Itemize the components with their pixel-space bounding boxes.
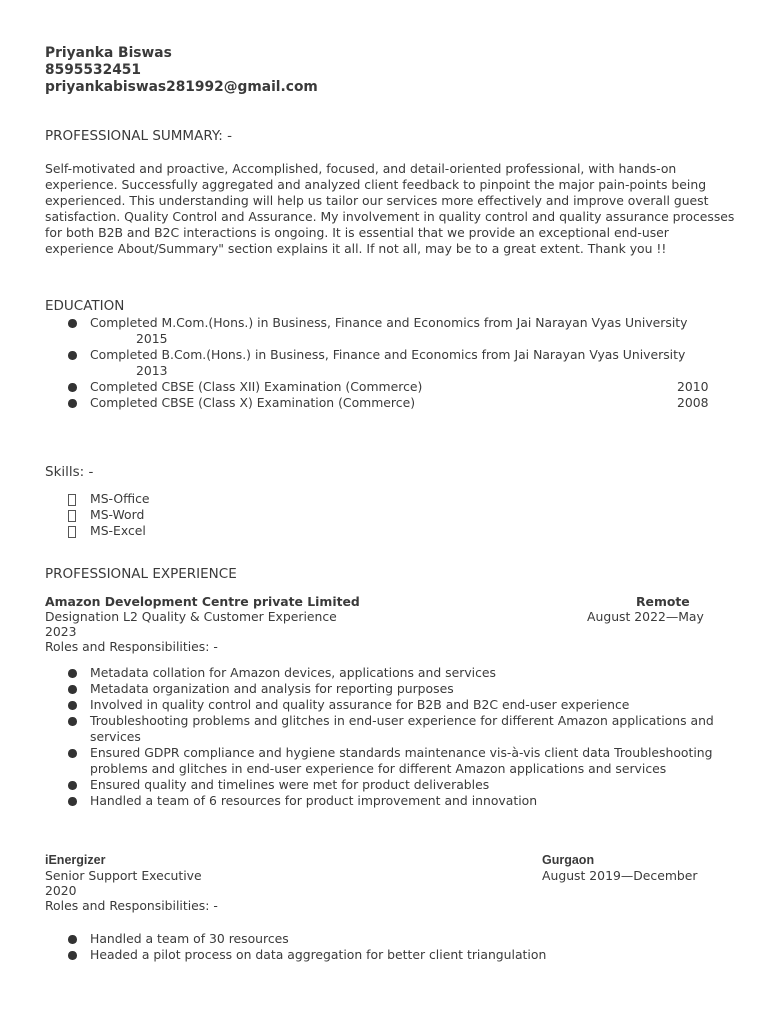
job-designation: Senior Support Executive (45, 868, 202, 883)
summary-heading: PROFESSIONAL SUMMARY: - (45, 128, 232, 144)
duty-item: Metadata collation for Amazon devices, applications and services (45, 665, 755, 681)
education-item: Completed M.Com.(Hons.) in Business, Finance and Economics from Jai Narayan Vyas University 2015 (45, 315, 755, 347)
education-heading: EDUCATION (45, 298, 125, 314)
duty-item: Ensured GDPR compliance and hygiene standards maintenance vis-à-vis client data Troubleshooting problems and glitches in end-user experience for different Amazon applications and services (45, 745, 755, 777)
job-dates: August 2022—May (587, 609, 704, 624)
duty-item: Involved in quality control and quality assurance for B2B and B2C end-user experience (45, 697, 755, 713)
job-dates-continued: 2023 (45, 624, 77, 639)
skill-item: MS-Office (45, 491, 150, 507)
education-year: 2010 (677, 379, 709, 394)
candidate-name: Priyanka Biswas (45, 45, 172, 61)
skills-list (45, 491, 150, 539)
email-address: priyankabiswas281992@gmail.com (45, 79, 318, 95)
checkbox-glyph-icon (68, 510, 76, 522)
skill-item: MS-Word (45, 507, 150, 523)
education-year: 2008 (677, 395, 709, 410)
checkbox-glyph-icon (68, 526, 76, 538)
duty-item: Handled a team of 6 resources for product improvement and innovation (45, 793, 755, 809)
summary-text: Self-motivated and proactive, Accomplished, focused, and detail-oriented professional, with hands-on experience. Successfully aggregated and analyzed client feedback to pinpoint the major pain-points being experienced. This understanding will help us tailor our services more effectively and improve overall guest satisfaction. Quality Control and Assurance. My involvement in quality control and quality assurance processes for both B2B and B2C interactions is ongoing. It is essential that we provide an exceptional end-user experience About/Summary" section explains it all. If not all, may be to a great extent. Thank you !! (45, 161, 735, 256)
job-location: Gurgaon (542, 853, 595, 867)
job-dates: August 2019—December (542, 868, 698, 883)
education-list (45, 315, 755, 411)
duty-item: Metadata organization and analysis for reporting purposes (45, 681, 755, 697)
duties-list (45, 931, 755, 963)
job-dates-continued: 2020 (45, 883, 77, 898)
education-year: 2015 (136, 331, 168, 346)
roles-label: Roles and Responsibilities: - (45, 639, 218, 654)
education-item: Completed B.Com.(Hons.) in Business, Finance and Economics from Jai Narayan Vyas University 2013 (45, 347, 755, 379)
checkbox-glyph-icon (68, 494, 76, 506)
duty-item: Troubleshooting problems and glitches in end-user experience for different Amazon applications and services (45, 713, 755, 745)
duties-list (45, 665, 755, 809)
duty-item: Ensured quality and timelines were met for product deliverables (45, 777, 755, 793)
roles-label: Roles and Responsibilities: - (45, 898, 218, 913)
skill-item: MS-Excel (45, 523, 150, 539)
education-item: Completed CBSE (Class XII) Examination (Commerce) 2010 (45, 379, 755, 395)
job-location: Remote (636, 594, 690, 609)
job-company: iEnergizer (45, 853, 106, 867)
education-year: 2013 (136, 363, 168, 378)
education-item: Completed CBSE (Class X) Examination (Commerce) 2008 (45, 395, 755, 411)
duty-item: Headed a pilot process on data aggregation for better client triangulation (45, 947, 755, 963)
job-designation: Designation L2 Quality & Customer Experience (45, 609, 337, 624)
phone-number: 8595532451 (45, 62, 141, 78)
skills-heading: Skills: - (45, 464, 94, 480)
experience-heading: PROFESSIONAL EXPERIENCE (45, 566, 237, 582)
job-company: Amazon Development Centre private Limited (45, 594, 360, 609)
contact-block (45, 45, 318, 96)
duty-item: Handled a team of 30 resources (45, 931, 755, 947)
